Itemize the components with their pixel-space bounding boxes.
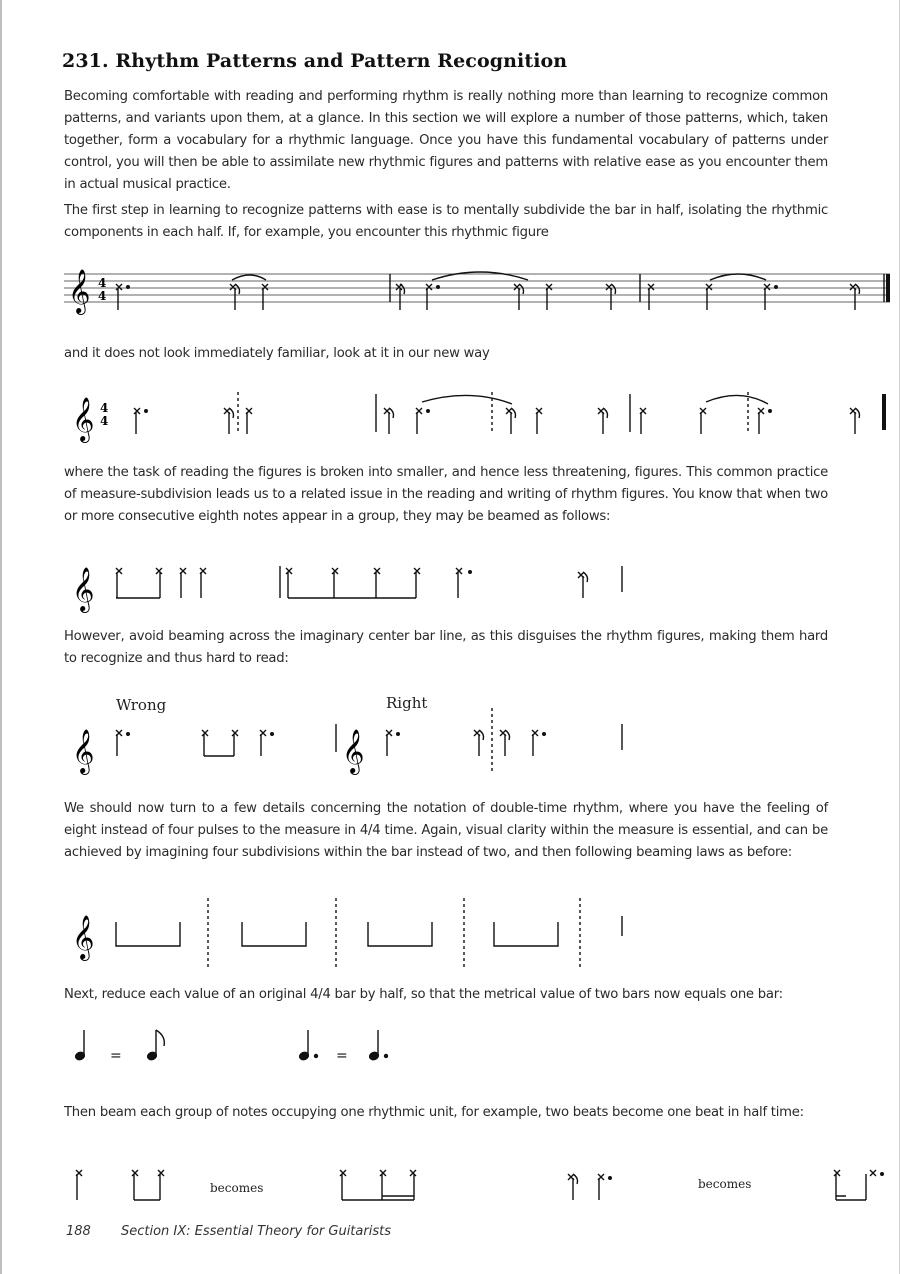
page-number: 188 (66, 1224, 91, 1239)
double-time-paragraph: We should now turn to a few details concerning the notation of double-time rhythm, where you have the feeling of eight instead of four pulses to the measure in 4/4 time. Again, visual clarity within the measure is essential, and can be achieved by imagining four subdivisions within the bar instead of two, and then following beaming laws as before: (64, 801, 828, 860)
new-way-paragraph: and it does not look immediately familiar, look at it in our new way (64, 346, 490, 361)
treble-clef-icon: 𝄞 (72, 567, 95, 611)
rhythm-example-staff (60, 262, 900, 318)
becomes-label-2: becomes (698, 1177, 752, 1191)
four-subdivisions-example (60, 892, 900, 972)
becomes-example (60, 1162, 900, 1208)
treble-clef-icon: 𝄞 (72, 915, 95, 959)
avoid-beaming-paragraph: However, avoid beaming across the imaginary center bar line, as this disguises the rhythm figures, making them hard to recognize and thus hard to read: (64, 629, 828, 666)
equals-sign-2: = (336, 1048, 348, 1064)
time-sig-top: 4 (98, 276, 107, 290)
wrong-right-example (60, 690, 900, 776)
page-footer (66, 1224, 391, 1239)
treble-clef-icon: 𝄞 (342, 729, 365, 773)
equals-sign: = (110, 1048, 122, 1064)
reduce-paragraph: Next, reduce each value of an original 4/4 bar by half, so that the metrical value of two bars now equals one bar: (64, 987, 783, 1002)
value-equivalence-example (60, 1022, 900, 1068)
becomes-label-1: becomes (210, 1181, 264, 1195)
time-sig-bottom: 4 (98, 289, 107, 303)
beam-group-paragraph: Then beam each group of notes occupying one rhythmic unit, for example, two beats become one beat in half time: (64, 1105, 804, 1120)
subdivide-paragraph: The first step in learning to recognize patterns with ease is to mentally subdivide the bar in half, isolating the rhythmic components in each half. If, for example, you encounter this rhythmic figure (64, 203, 828, 240)
footer-section-label: Section IX: Essential Theory for Guitarists (120, 1224, 391, 1239)
intro-paragraph: Becoming comfortable with reading and performing rhythm is really nothing more than learning to recognize common patterns, and variants upon them, at a glance. In this section we will explore a number of those patterns, which, taken together, form a vocabulary for a rhythmic language. Once you have this fundamental vocabulary of patterns under control, you will then be able to assimilate new rhythmic figures and patterns with relative ease as you encounter them in actual musical practice. (64, 89, 828, 192)
time-sig-bottom: 4 (100, 414, 109, 428)
wrong-label: Wrong (116, 696, 167, 714)
treble-clef-icon: 𝄞 (72, 397, 95, 441)
time-sig-top: 4 (100, 401, 109, 415)
treble-clef-icon: 𝄞 (72, 729, 95, 773)
section-title: 231. Rhythm Patterns and Pattern Recognition (62, 50, 568, 72)
beaming-example (60, 552, 900, 612)
subdivided-example (60, 380, 900, 440)
treble-clef-icon: 𝄞 (68, 269, 91, 313)
right-label: Right (386, 694, 428, 712)
subdivision-paragraph: where the task of reading the figures is broken into smaller, and hence less threatening, figures. This common practice of measure-subdivision leads us to a related issue in the reading and writing of rhythm figures. You know that when two or more consecutive eighth notes appear in a group, they may be beamed as follows: (64, 465, 828, 524)
